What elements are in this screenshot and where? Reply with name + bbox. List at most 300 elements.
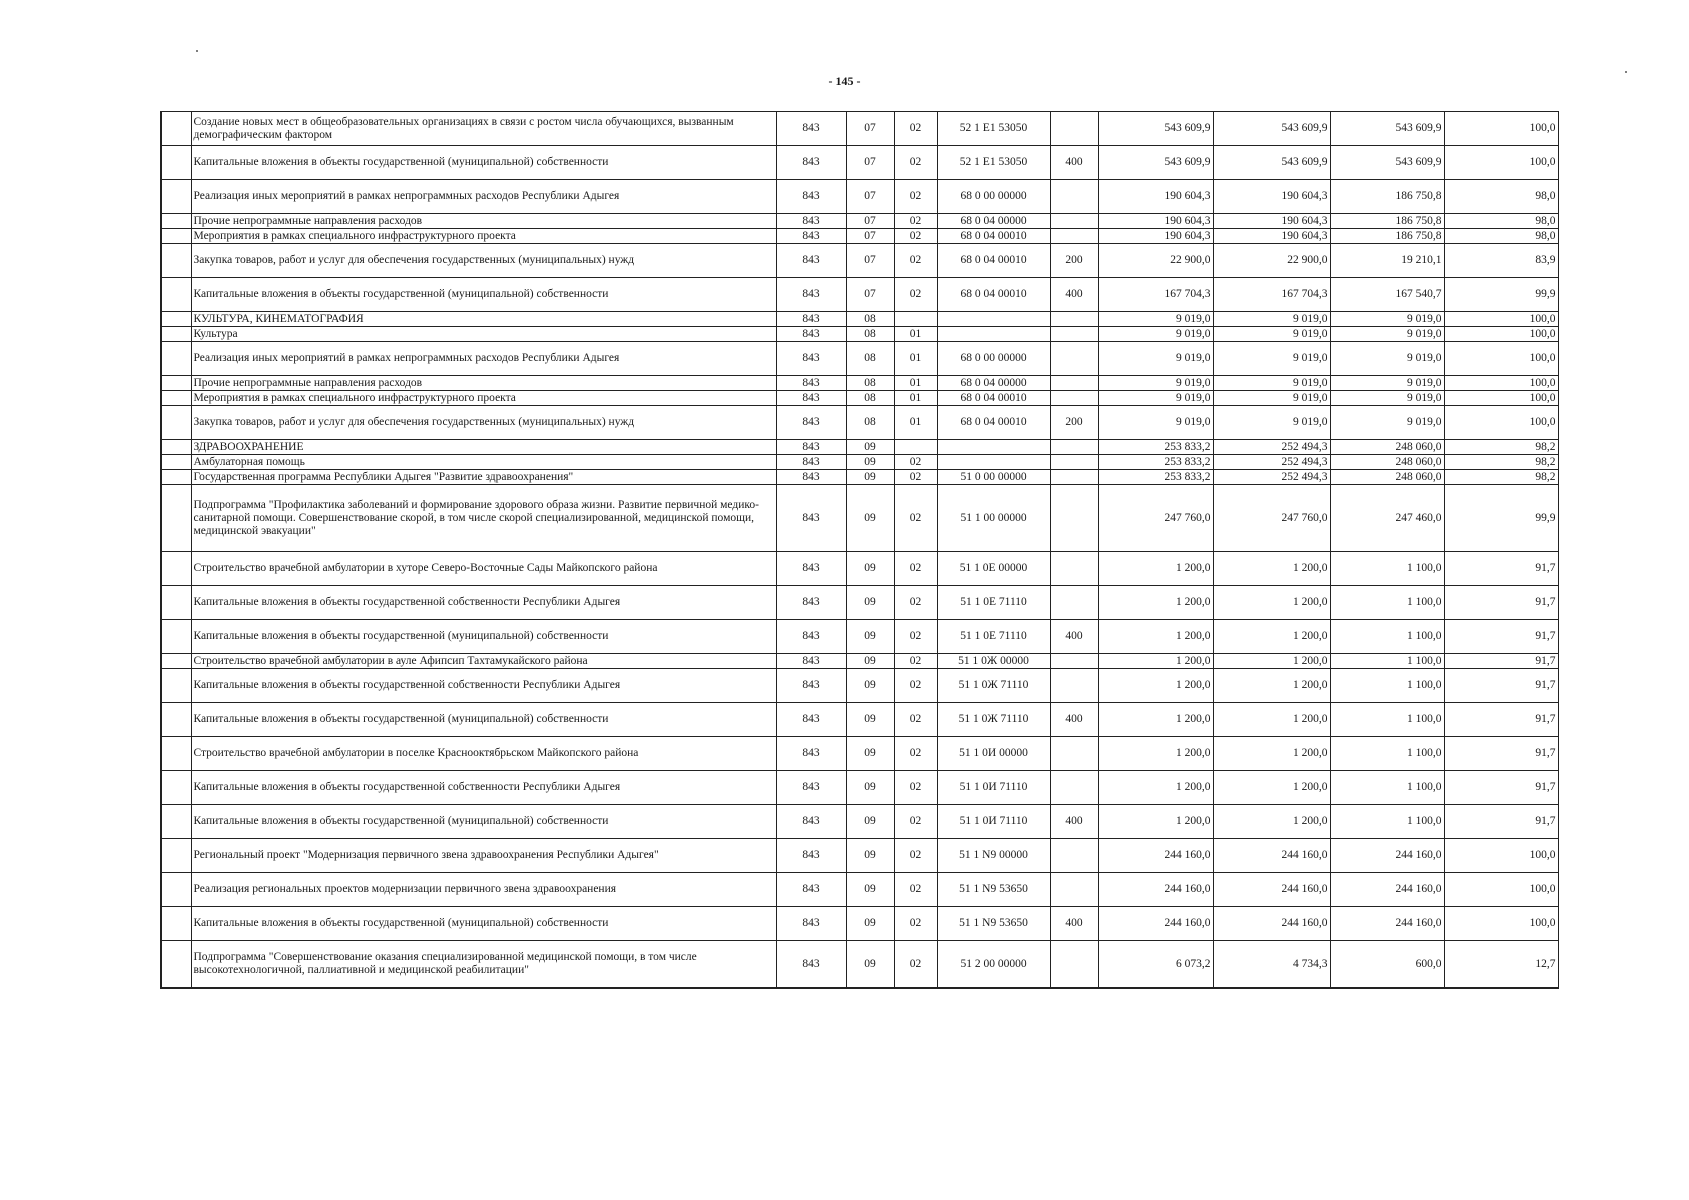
- section-code-cell: 09: [846, 440, 894, 455]
- target-article-cell: [937, 455, 1050, 470]
- department-code-cell: 843: [776, 440, 846, 455]
- subsection-code-cell: 02: [894, 278, 937, 312]
- row-margin-cell: [161, 440, 191, 455]
- row-margin-cell: [161, 376, 191, 391]
- amount-approved-cell: 244 160,0: [1098, 907, 1213, 941]
- table-row: [161, 669, 1558, 703]
- expense-name-cell: Мероприятия в рамках специального инфраструктурного проекта: [191, 229, 776, 244]
- expense-type-cell: [1050, 552, 1098, 586]
- amount-updated-cell: 1 200,0: [1213, 586, 1330, 620]
- section-code-cell: 07: [846, 278, 894, 312]
- subsection-code-cell: 02: [894, 941, 937, 989]
- expense-type-cell: 400: [1050, 703, 1098, 737]
- row-margin-cell: [161, 669, 191, 703]
- subsection-code-cell: 01: [894, 391, 937, 406]
- row-margin-cell: [161, 586, 191, 620]
- row-margin-cell: [161, 839, 191, 873]
- execution-percent-cell: 99,9: [1444, 278, 1558, 312]
- amount-approved-cell: 1 200,0: [1098, 620, 1213, 654]
- department-code-cell: 843: [776, 552, 846, 586]
- subsection-code-cell: 02: [894, 485, 937, 552]
- subsection-code-cell: 02: [894, 805, 937, 839]
- expense-name-cell: КУЛЬТУРА, КИНЕМАТОГРАФИЯ: [191, 312, 776, 327]
- scan-speck: [1625, 71, 1627, 73]
- budget-table: [160, 111, 1559, 989]
- row-margin-cell: [161, 455, 191, 470]
- row-margin-cell: [161, 180, 191, 214]
- subsection-code-cell: [894, 440, 937, 455]
- amount-updated-cell: 244 160,0: [1213, 839, 1330, 873]
- target-article-cell: 68 0 04 00010: [937, 391, 1050, 406]
- subsection-code-cell: 01: [894, 327, 937, 342]
- execution-percent-cell: 99,9: [1444, 485, 1558, 552]
- execution-percent-cell: 91,7: [1444, 805, 1558, 839]
- expense-name-cell: Культура: [191, 327, 776, 342]
- table-row: [161, 229, 1558, 244]
- expense-name-cell: Капитальные вложения в объекты государственной (муниципальной) собственности: [191, 703, 776, 737]
- expense-type-cell: 400: [1050, 620, 1098, 654]
- section-code-cell: 09: [846, 485, 894, 552]
- expense-name-cell: Амбулаторная помощь: [191, 455, 776, 470]
- amount-executed-cell: 167 540,7: [1330, 278, 1444, 312]
- amount-approved-cell: 190 604,3: [1098, 229, 1213, 244]
- table-row: [161, 391, 1558, 406]
- amount-updated-cell: 22 900,0: [1213, 244, 1330, 278]
- amount-updated-cell: 543 609,9: [1213, 112, 1330, 146]
- department-code-cell: 843: [776, 586, 846, 620]
- expense-name-cell: Капитальные вложения в объекты государственной собственности Республики Адыгея: [191, 771, 776, 805]
- table-row: [161, 406, 1558, 440]
- section-code-cell: 09: [846, 586, 894, 620]
- section-code-cell: 09: [846, 455, 894, 470]
- table-row: [161, 485, 1558, 552]
- department-code-cell: 843: [776, 907, 846, 941]
- department-code-cell: 843: [776, 771, 846, 805]
- expense-name-cell: Строительство врачебной амбулатории в ауле Афипсип Тахтамукайского района: [191, 654, 776, 669]
- section-code-cell: 08: [846, 376, 894, 391]
- row-margin-cell: [161, 278, 191, 312]
- section-code-cell: 08: [846, 327, 894, 342]
- amount-executed-cell: 9 019,0: [1330, 376, 1444, 391]
- amount-updated-cell: 252 494,3: [1213, 470, 1330, 485]
- table-row: [161, 180, 1558, 214]
- subsection-code-cell: 02: [894, 771, 937, 805]
- subsection-code-cell: 02: [894, 703, 937, 737]
- target-article-cell: [937, 312, 1050, 327]
- amount-executed-cell: 9 019,0: [1330, 391, 1444, 406]
- row-margin-cell: [161, 342, 191, 376]
- amount-approved-cell: 1 200,0: [1098, 771, 1213, 805]
- amount-approved-cell: 167 704,3: [1098, 278, 1213, 312]
- execution-percent-cell: 100,0: [1444, 327, 1558, 342]
- target-article-cell: 68 0 04 00000: [937, 214, 1050, 229]
- execution-percent-cell: 12,7: [1444, 941, 1558, 989]
- department-code-cell: 843: [776, 376, 846, 391]
- department-code-cell: 843: [776, 146, 846, 180]
- expense-type-cell: [1050, 669, 1098, 703]
- amount-executed-cell: 1 100,0: [1330, 654, 1444, 669]
- amount-updated-cell: 1 200,0: [1213, 703, 1330, 737]
- amount-updated-cell: 252 494,3: [1213, 440, 1330, 455]
- amount-approved-cell: 253 833,2: [1098, 440, 1213, 455]
- amount-approved-cell: 1 200,0: [1098, 805, 1213, 839]
- amount-executed-cell: 1 100,0: [1330, 586, 1444, 620]
- expense-name-cell: Подпрограмма "Профилактика заболеваний и формирование здорового образа жизни. Развитие первичной медико-санитарной помощи. Совершенствование скорой, в том числе скорой специализированной, медицинской помощи, медицинской эвакуации": [191, 485, 776, 552]
- department-code-cell: 843: [776, 703, 846, 737]
- table-row: [161, 376, 1558, 391]
- section-code-cell: 09: [846, 669, 894, 703]
- amount-updated-cell: 252 494,3: [1213, 455, 1330, 470]
- row-margin-cell: [161, 146, 191, 180]
- subsection-code-cell: 02: [894, 470, 937, 485]
- target-article-cell: 51 1 00 00000: [937, 485, 1050, 552]
- amount-executed-cell: 244 160,0: [1330, 907, 1444, 941]
- expense-type-cell: 400: [1050, 805, 1098, 839]
- table-row: [161, 873, 1558, 907]
- row-margin-cell: [161, 112, 191, 146]
- expense-name-cell: ЗДРАВООХРАНЕНИЕ: [191, 440, 776, 455]
- target-article-cell: 68 0 04 00010: [937, 244, 1050, 278]
- execution-percent-cell: 98,2: [1444, 470, 1558, 485]
- target-article-cell: 51 0 00 00000: [937, 470, 1050, 485]
- amount-executed-cell: 248 060,0: [1330, 455, 1444, 470]
- subsection-code-cell: 02: [894, 669, 937, 703]
- section-code-cell: 07: [846, 229, 894, 244]
- subsection-code-cell: 01: [894, 342, 937, 376]
- expense-name-cell: Закупка товаров, работ и услуг для обеспечения государственных (муниципальных) нужд: [191, 406, 776, 440]
- expense-type-cell: [1050, 737, 1098, 771]
- row-margin-cell: [161, 907, 191, 941]
- amount-executed-cell: 1 100,0: [1330, 805, 1444, 839]
- table-row: [161, 455, 1558, 470]
- section-code-cell: 08: [846, 312, 894, 327]
- expense-type-cell: [1050, 873, 1098, 907]
- amount-approved-cell: 1 200,0: [1098, 703, 1213, 737]
- subsection-code-cell: 01: [894, 376, 937, 391]
- expense-name-cell: Капитальные вложения в объекты государственной (муниципальной) собственности: [191, 620, 776, 654]
- department-code-cell: 843: [776, 312, 846, 327]
- amount-updated-cell: 9 019,0: [1213, 406, 1330, 440]
- amount-approved-cell: 9 019,0: [1098, 342, 1213, 376]
- section-code-cell: 09: [846, 839, 894, 873]
- target-article-cell: 52 1 E1 53050: [937, 146, 1050, 180]
- amount-updated-cell: 1 200,0: [1213, 552, 1330, 586]
- amount-executed-cell: 244 160,0: [1330, 873, 1444, 907]
- table-row: [161, 737, 1558, 771]
- amount-updated-cell: 190 604,3: [1213, 180, 1330, 214]
- amount-approved-cell: 1 200,0: [1098, 586, 1213, 620]
- expense-name-cell: Региональный проект "Модернизация первичного звена здравоохранения Республики Адыгея": [191, 839, 776, 873]
- subsection-code-cell: 02: [894, 620, 937, 654]
- table-row: [161, 907, 1558, 941]
- row-margin-cell: [161, 214, 191, 229]
- row-margin-cell: [161, 737, 191, 771]
- amount-executed-cell: 1 100,0: [1330, 669, 1444, 703]
- amount-executed-cell: 600,0: [1330, 941, 1444, 989]
- execution-percent-cell: 98,0: [1444, 229, 1558, 244]
- amount-executed-cell: 1 100,0: [1330, 703, 1444, 737]
- expense-type-cell: [1050, 839, 1098, 873]
- amount-updated-cell: 1 200,0: [1213, 669, 1330, 703]
- row-margin-cell: [161, 327, 191, 342]
- amount-executed-cell: 1 100,0: [1330, 771, 1444, 805]
- department-code-cell: 843: [776, 873, 846, 907]
- target-article-cell: 51 1 0Ж 71110: [937, 669, 1050, 703]
- expense-name-cell: Реализация иных мероприятий в рамках непрограммных расходов Республики Адыгея: [191, 342, 776, 376]
- execution-percent-cell: 100,0: [1444, 112, 1558, 146]
- amount-executed-cell: 543 609,9: [1330, 146, 1444, 180]
- row-margin-cell: [161, 941, 191, 989]
- expense-type-cell: [1050, 771, 1098, 805]
- amount-approved-cell: 9 019,0: [1098, 312, 1213, 327]
- target-article-cell: 51 1 0Е 71110: [937, 586, 1050, 620]
- amount-executed-cell: 247 460,0: [1330, 485, 1444, 552]
- table-row: [161, 620, 1558, 654]
- expense-name-cell: Капитальные вложения в объекты государственной собственности Республики Адыгея: [191, 586, 776, 620]
- amount-approved-cell: 9 019,0: [1098, 391, 1213, 406]
- target-article-cell: 51 1 N9 00000: [937, 839, 1050, 873]
- row-margin-cell: [161, 771, 191, 805]
- section-code-cell: 09: [846, 620, 894, 654]
- section-code-cell: 09: [846, 873, 894, 907]
- department-code-cell: 843: [776, 839, 846, 873]
- execution-percent-cell: 91,7: [1444, 771, 1558, 805]
- execution-percent-cell: 100,0: [1444, 376, 1558, 391]
- row-margin-cell: [161, 229, 191, 244]
- expense-type-cell: 200: [1050, 406, 1098, 440]
- target-article-cell: 51 1 0И 71110: [937, 805, 1050, 839]
- row-margin-cell: [161, 552, 191, 586]
- execution-percent-cell: 100,0: [1444, 146, 1558, 180]
- section-code-cell: 08: [846, 391, 894, 406]
- table-row: [161, 112, 1558, 146]
- amount-executed-cell: 9 019,0: [1330, 312, 1444, 327]
- execution-percent-cell: 91,7: [1444, 586, 1558, 620]
- amount-approved-cell: 22 900,0: [1098, 244, 1213, 278]
- amount-executed-cell: 186 750,8: [1330, 214, 1444, 229]
- amount-approved-cell: 1 200,0: [1098, 654, 1213, 669]
- table-row: [161, 278, 1558, 312]
- target-article-cell: 68 0 04 00010: [937, 406, 1050, 440]
- department-code-cell: 843: [776, 406, 846, 440]
- amount-updated-cell: 247 760,0: [1213, 485, 1330, 552]
- table-row: [161, 771, 1558, 805]
- row-margin-cell: [161, 244, 191, 278]
- execution-percent-cell: 100,0: [1444, 406, 1558, 440]
- execution-percent-cell: 98,0: [1444, 180, 1558, 214]
- amount-updated-cell: 1 200,0: [1213, 771, 1330, 805]
- row-margin-cell: [161, 312, 191, 327]
- expense-name-cell: Мероприятия в рамках специального инфраструктурного проекта: [191, 391, 776, 406]
- department-code-cell: 843: [776, 455, 846, 470]
- scan-speck: [196, 50, 198, 52]
- amount-approved-cell: 6 073,2: [1098, 941, 1213, 989]
- target-article-cell: 68 0 00 00000: [937, 342, 1050, 376]
- subsection-code-cell: 02: [894, 244, 937, 278]
- amount-executed-cell: 248 060,0: [1330, 440, 1444, 455]
- row-margin-cell: [161, 620, 191, 654]
- section-code-cell: 09: [846, 703, 894, 737]
- amount-updated-cell: 1 200,0: [1213, 737, 1330, 771]
- department-code-cell: 843: [776, 805, 846, 839]
- expense-type-cell: [1050, 229, 1098, 244]
- section-code-cell: 07: [846, 244, 894, 278]
- execution-percent-cell: 100,0: [1444, 839, 1558, 873]
- subsection-code-cell: 02: [894, 907, 937, 941]
- expense-type-cell: [1050, 376, 1098, 391]
- amount-approved-cell: 244 160,0: [1098, 839, 1213, 873]
- subsection-code-cell: 02: [894, 839, 937, 873]
- expense-type-cell: [1050, 455, 1098, 470]
- amount-approved-cell: 9 019,0: [1098, 406, 1213, 440]
- expense-type-cell: [1050, 485, 1098, 552]
- amount-updated-cell: 1 200,0: [1213, 805, 1330, 839]
- amount-updated-cell: 4 734,3: [1213, 941, 1330, 989]
- amount-executed-cell: 186 750,8: [1330, 180, 1444, 214]
- execution-percent-cell: 98,2: [1444, 440, 1558, 455]
- table-row: [161, 327, 1558, 342]
- table-row: [161, 440, 1558, 455]
- expense-type-cell: [1050, 312, 1098, 327]
- expense-type-cell: 400: [1050, 146, 1098, 180]
- department-code-cell: 843: [776, 669, 846, 703]
- section-code-cell: 07: [846, 214, 894, 229]
- subsection-code-cell: 01: [894, 406, 937, 440]
- execution-percent-cell: 100,0: [1444, 312, 1558, 327]
- target-article-cell: 51 1 N9 53650: [937, 907, 1050, 941]
- section-code-cell: 09: [846, 470, 894, 485]
- row-margin-cell: [161, 470, 191, 485]
- target-article-cell: 51 1 0И 71110: [937, 771, 1050, 805]
- amount-executed-cell: 244 160,0: [1330, 839, 1444, 873]
- row-margin-cell: [161, 485, 191, 552]
- expense-type-cell: [1050, 214, 1098, 229]
- section-code-cell: 09: [846, 941, 894, 989]
- expense-type-cell: 400: [1050, 907, 1098, 941]
- table-row: [161, 244, 1558, 278]
- section-code-cell: 07: [846, 146, 894, 180]
- expense-name-cell: Строительство врачебной амбулатории в поселке Краснооктябрьском Майкопского района: [191, 737, 776, 771]
- expense-name-cell: Строительство врачебной амбулатории в хуторе Северо-Восточные Сады Майкопского района: [191, 552, 776, 586]
- department-code-cell: 843: [776, 485, 846, 552]
- department-code-cell: 843: [776, 391, 846, 406]
- department-code-cell: 843: [776, 941, 846, 989]
- expense-name-cell: Прочие непрограммные направления расходов: [191, 376, 776, 391]
- expense-type-cell: 400: [1050, 278, 1098, 312]
- execution-percent-cell: 100,0: [1444, 907, 1558, 941]
- amount-updated-cell: 9 019,0: [1213, 391, 1330, 406]
- section-code-cell: 09: [846, 907, 894, 941]
- expense-type-cell: [1050, 941, 1098, 989]
- subsection-code-cell: [894, 312, 937, 327]
- amount-updated-cell: 9 019,0: [1213, 342, 1330, 376]
- expense-type-cell: [1050, 327, 1098, 342]
- target-article-cell: 51 1 0Е 00000: [937, 552, 1050, 586]
- expense-name-cell: Капитальные вложения в объекты государственной (муниципальной) собственности: [191, 146, 776, 180]
- target-article-cell: 51 1 0И 00000: [937, 737, 1050, 771]
- target-article-cell: 51 1 0Е 71110: [937, 620, 1050, 654]
- amount-updated-cell: 1 200,0: [1213, 654, 1330, 669]
- expense-type-cell: [1050, 470, 1098, 485]
- amount-approved-cell: 1 200,0: [1098, 669, 1213, 703]
- amount-approved-cell: 543 609,9: [1098, 146, 1213, 180]
- target-article-cell: 51 1 0Ж 71110: [937, 703, 1050, 737]
- expense-type-cell: [1050, 654, 1098, 669]
- target-article-cell: 51 1 N9 53650: [937, 873, 1050, 907]
- table-row: [161, 654, 1558, 669]
- table-row: [161, 552, 1558, 586]
- amount-executed-cell: 9 019,0: [1330, 342, 1444, 376]
- section-code-cell: 09: [846, 737, 894, 771]
- amount-executed-cell: 9 019,0: [1330, 327, 1444, 342]
- target-article-cell: 68 0 04 00000: [937, 376, 1050, 391]
- amount-executed-cell: 1 100,0: [1330, 552, 1444, 586]
- amount-approved-cell: 9 019,0: [1098, 376, 1213, 391]
- table-row: [161, 839, 1558, 873]
- subsection-code-cell: 02: [894, 586, 937, 620]
- table-row: [161, 214, 1558, 229]
- subsection-code-cell: 02: [894, 654, 937, 669]
- amount-executed-cell: 186 750,8: [1330, 229, 1444, 244]
- row-margin-cell: [161, 805, 191, 839]
- department-code-cell: 843: [776, 214, 846, 229]
- amount-approved-cell: 253 833,2: [1098, 470, 1213, 485]
- expense-name-cell: Капитальные вложения в объекты государственной (муниципальной) собственности: [191, 907, 776, 941]
- amount-executed-cell: 19 210,1: [1330, 244, 1444, 278]
- execution-percent-cell: 100,0: [1444, 342, 1558, 376]
- section-code-cell: 08: [846, 406, 894, 440]
- amount-approved-cell: 9 019,0: [1098, 327, 1213, 342]
- amount-updated-cell: 9 019,0: [1213, 327, 1330, 342]
- target-article-cell: 52 1 E1 53050: [937, 112, 1050, 146]
- subsection-code-cell: 02: [894, 873, 937, 907]
- department-code-cell: 843: [776, 342, 846, 376]
- expense-name-cell: Государственная программа Республики Адыгея "Развитие здравоохранения": [191, 470, 776, 485]
- target-article-cell: [937, 327, 1050, 342]
- expense-name-cell: Капитальные вложения в объекты государственной (муниципальной) собственности: [191, 278, 776, 312]
- amount-updated-cell: 244 160,0: [1213, 873, 1330, 907]
- subsection-code-cell: 02: [894, 455, 937, 470]
- target-article-cell: 68 0 04 00010: [937, 278, 1050, 312]
- expense-name-cell: Капитальные вложения в объекты государственной собственности Республики Адыгея: [191, 669, 776, 703]
- section-code-cell: 07: [846, 112, 894, 146]
- amount-approved-cell: 190 604,3: [1098, 180, 1213, 214]
- subsection-code-cell: 02: [894, 214, 937, 229]
- expense-type-cell: [1050, 586, 1098, 620]
- subsection-code-cell: 02: [894, 112, 937, 146]
- expense-name-cell: Закупка товаров, работ и услуг для обеспечения государственных (муниципальных) нужд: [191, 244, 776, 278]
- table-row: [161, 470, 1558, 485]
- row-margin-cell: [161, 654, 191, 669]
- department-code-cell: 843: [776, 229, 846, 244]
- section-code-cell: 09: [846, 552, 894, 586]
- amount-updated-cell: 9 019,0: [1213, 312, 1330, 327]
- amount-updated-cell: 167 704,3: [1213, 278, 1330, 312]
- amount-updated-cell: 543 609,9: [1213, 146, 1330, 180]
- expense-name-cell: Реализация иных мероприятий в рамках непрограммных расходов Республики Адыгея: [191, 180, 776, 214]
- execution-percent-cell: 91,7: [1444, 620, 1558, 654]
- target-article-cell: 51 1 0Ж 00000: [937, 654, 1050, 669]
- department-code-cell: 843: [776, 180, 846, 214]
- execution-percent-cell: 83,9: [1444, 244, 1558, 278]
- table-row: [161, 703, 1558, 737]
- department-code-cell: 843: [776, 278, 846, 312]
- table-row: [161, 312, 1558, 327]
- department-code-cell: 843: [776, 112, 846, 146]
- page-number: - 145 -: [828, 74, 861, 88]
- expense-type-cell: [1050, 342, 1098, 376]
- subsection-code-cell: 02: [894, 229, 937, 244]
